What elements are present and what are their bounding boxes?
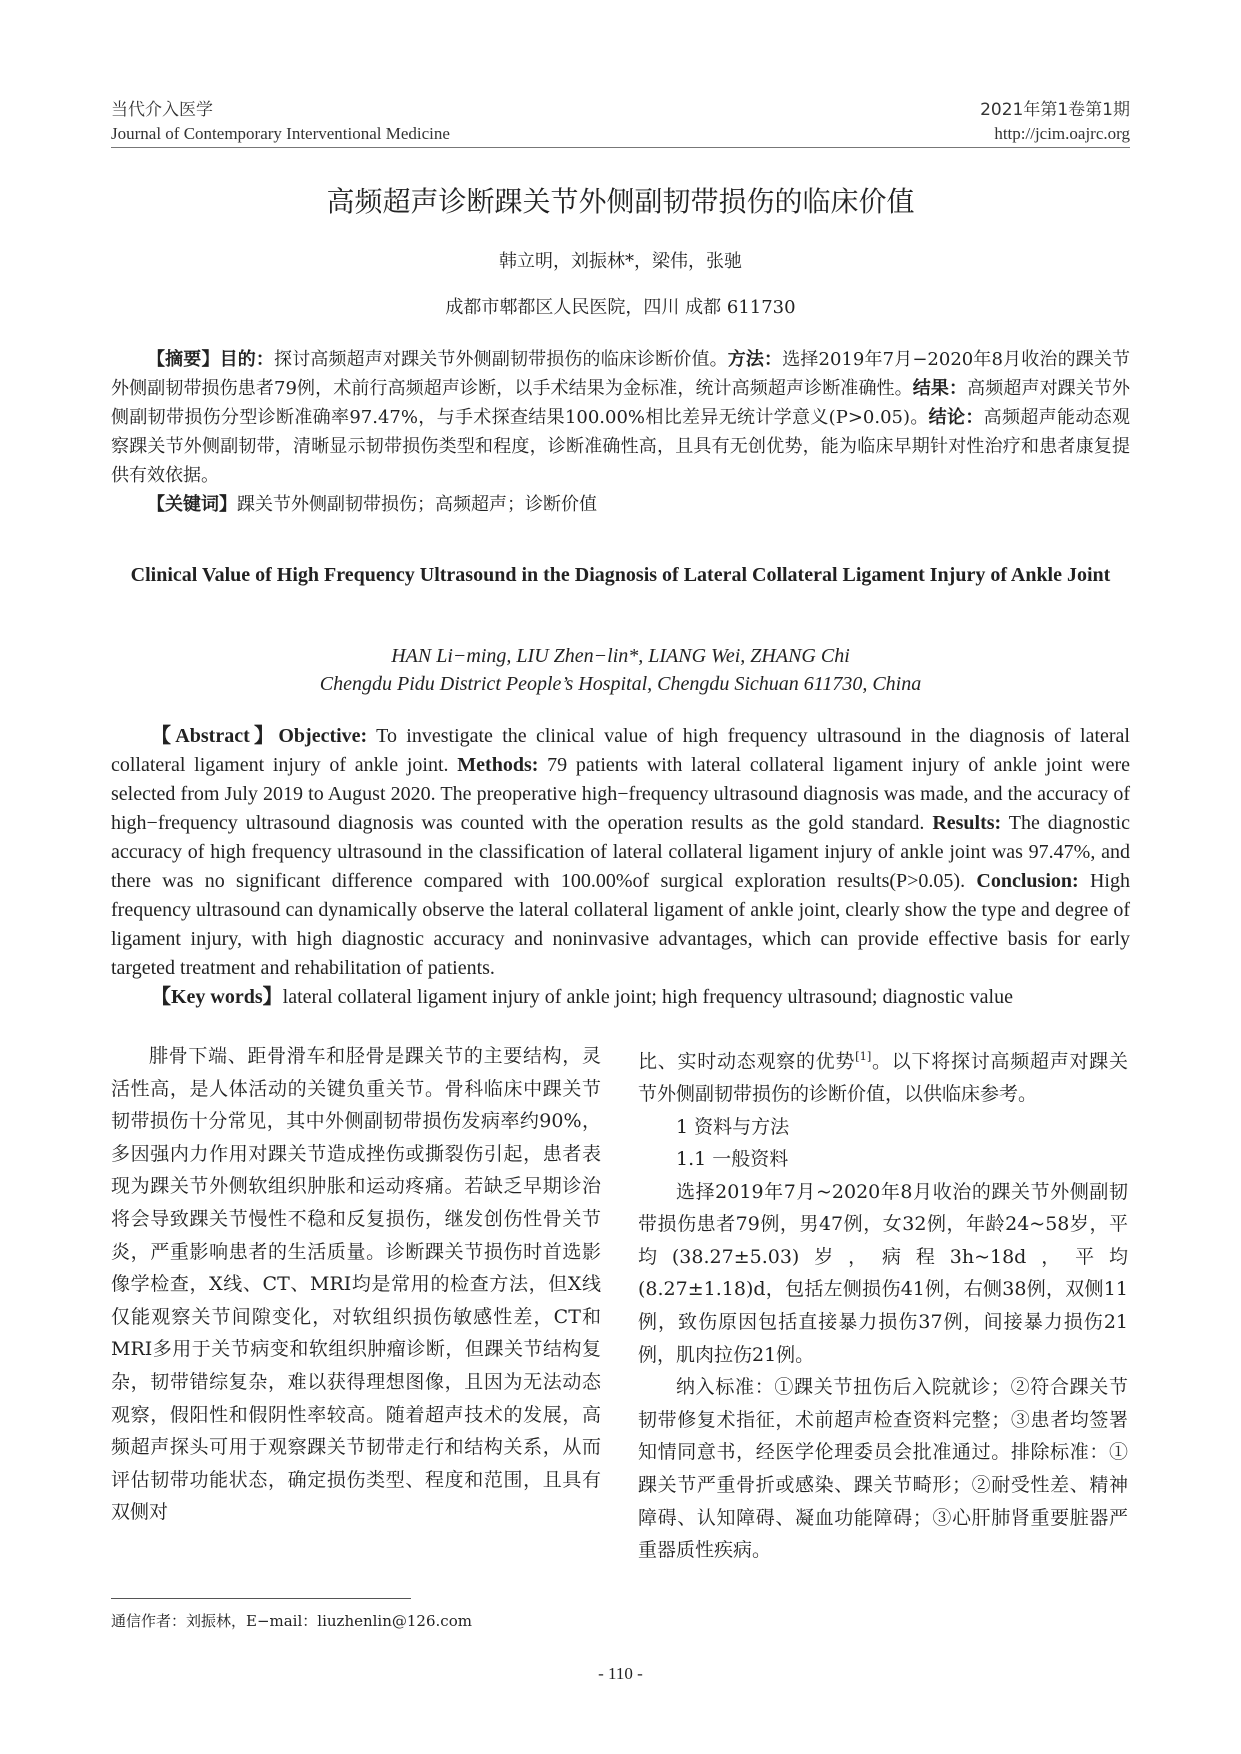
abstract-en [111, 722, 1130, 1012]
methods-label-en: Methods: [457, 754, 539, 776]
methods-label-cn: 方法： [727, 349, 783, 370]
paper-title-en: Clinical Value of High Frequency Ultrasound in the Diagnosis of Lateral Collateral Ligament Injury of Ankle Joint [130, 564, 1111, 586]
abstract-label-en: 【Abstract】 [151, 725, 279, 747]
results-label-cn: 结果： [912, 378, 968, 399]
results-text-en: The diagnostic accuracy of high frequency ultrasound in the classification of lateral collateral ligament injury of ankle joint was 97.47%, and there was no significant difference compared with 100.00%of surgical exploration results(P>0.05). [111, 812, 1130, 892]
footnote-divider [111, 1598, 411, 1599]
authors-cn: 韩立明，刘振林*，梁伟，张驰 [499, 251, 742, 272]
abstract-cn-body [111, 345, 1130, 490]
issue-info: 2021年第1卷第1期 [980, 100, 1130, 120]
affiliation-en: Chengdu Pidu District People’s Hospital, Chengdu Sichuan 611730, China [319, 673, 922, 695]
results-label-en: Results: [932, 812, 1002, 834]
journal-header-left [111, 98, 450, 146]
section-heading-1-1: 1.1 一般资料 [676, 1148, 789, 1171]
abstract-en-body [111, 722, 1130, 983]
keywords-label-cn: 【关键词】 [147, 494, 237, 515]
header-divider [111, 147, 1130, 148]
intro-continued-text: 比、实时动态观察的优势 [638, 1050, 856, 1073]
objective-label-cn: 目的： [219, 349, 275, 370]
criteria-paragraph: 纳入标准：①踝关节扭伤后入院就诊；②符合踝关节韧带修复术指征，术前超声检查资料完整；③患者均签署知情同意书，经医学伦理委员会批准通过。排除标准：①踝关节严重骨折或感染、踝关节畸形；②耐受性差、精神障碍、认知障碍、凝血功能障碍；③心肝肺肾重要脏器严重器质性疾病。 [638, 1376, 1128, 1562]
section-heading-1: 1 资料与方法 [676, 1115, 790, 1138]
methods-text-cn: 选择2019年7月−2020年8月收治的踝关节外侧副韧带损伤患者79例，术前行高频超声诊断，以手术结果为金标准，统计高频超声诊断准确性。 [111, 349, 1131, 399]
page-number: - 110 - [598, 1664, 643, 1683]
journal-header-right [980, 98, 1130, 146]
conclusion-text-en: High frequency ultrasound can dynamically observe the lateral collateral ligament of ankle joint, clearly show the type and degree of ligament injury, with high diagnostic accuracy and noninvasive advantages, which can provide effective basis for early targeted treatment and rehabilitation of patients. [111, 870, 1130, 979]
keywords-en [111, 983, 1130, 1012]
keywords-cn [111, 490, 1130, 519]
journal-url[interactable]: http://jcim.oajrc.org [994, 124, 1130, 143]
paper-title-cn: 高频超声诊断踝关节外侧副韧带损伤的临床价值 [326, 185, 915, 218]
objective-text-en: To investigate the clinical value of high frequency ultrasound in the diagnosis of lateral collateral ligament injury of ankle joint. [111, 725, 1130, 776]
results-text-cn: 高频超声对踝关节外侧副韧带损伤分型诊断准确率97.47%，与手术探查结果100.00%相比差异无统计学意义(P>0.05)。 [111, 378, 1131, 428]
general-data-paragraph: 选择2019年7月~2020年8月收治的踝关节外侧副韧带损伤患者79例，男47例，女32例，年龄24~58岁，平均(38.27±5.03)岁，病程3h~18d，平均(8.27±1.18)d，包括左侧损伤41例，右侧38例，双侧11例，致伤原因包括直接暴力损伤37例，间接暴力损伤21例，肌肉拉伤21例。 [638, 1180, 1128, 1366]
intro-end-text: 。以下将探讨高频超声对踝关节外侧副韧带损伤的诊断价值，以供临床参考。 [638, 1050, 1128, 1105]
conclusion-text-cn: 高频超声能动态观察踝关节外侧副韧带，清晰显示韧带损伤类型和程度，诊断准确性高，且具有无创优势，能为临床早期针对性治疗和患者康复提供有效依据。 [111, 407, 1130, 486]
reference-marker[interactable]: [1] [855, 1049, 872, 1063]
journal-name-cn: 当代介入医学 [111, 100, 213, 120]
conclusion-label-en: Conclusion: [976, 870, 1079, 892]
body-column-left [111, 1040, 601, 1529]
intro-paragraph: 腓骨下端、距骨滑车和胫骨是踝关节的主要结构，灵活性高，是人体活动的关键负重关节。骨科临床中踝关节韧带损伤十分常见，其中外侧副韧带损伤发病率约90%，多因强内力作用对踝关节造成挫伤或撕裂伤引起，患者表现为踝关节外侧软组织肿胀和运动疼痛。若缺乏早期诊治将会导致踝关节慢性不稳和反复损伤，继发创伤性骨关节炎，严重影响患者的生活质量。诊断踝关节损伤时首选影像学检查，X线、CT、MRI均是常用的检查方法，但X线仅能观察关节间隙变化，对软组织损伤敏感性差，CT和MRI多用于关节病变和软组织肿瘤诊断，但踝关节结构复杂，韧带错综复杂，难以获得理想图像，且因为无法动态观察，假阳性和假阴性率较高。随着超声技术的发展，高频超声探头可用于观察踝关节韧带走行和结构关系，从而评估韧带功能状态，确定损伤类型、程度和范围，且具有双侧对 [111, 1045, 601, 1524]
objective-label-en: Objective: [278, 725, 368, 747]
objective-text-cn: 探讨高频超声对踝关节外侧副韧带损伤的临床诊断价值。 [274, 349, 728, 370]
body-column-right [638, 1040, 1128, 1567]
abstract-label-cn: 【摘要】 [147, 349, 220, 370]
journal-name-en: Journal of Contemporary Interventional Medicine [111, 124, 450, 143]
keywords-text-en: lateral collateral ligament injury of ankle joint; high frequency ultrasound; diagnostic value [282, 986, 1013, 1008]
corresponding-author-footnote: 通信作者：刘振林，E−mail：liuzhenlin@126.com [111, 1612, 472, 1630]
authors-en: HAN Li−ming, LIU Zhen−lin*, LIANG Wei, ZHANG Chi [391, 645, 850, 667]
conclusion-label-cn: 结论： [928, 407, 984, 428]
keywords-text-cn: 踝关节外侧副韧带损伤；高频超声；诊断价值 [237, 494, 597, 515]
keywords-label-en: 【Key words】 [151, 986, 283, 1008]
intro-paragraph-continued [638, 1040, 1128, 1111]
abstract-cn [111, 345, 1130, 519]
methods-text-en: 79 patients with lateral collateral ligament injury of ankle joint were selected from July 2019 to August 2020. The preoperative high−frequency ultrasound diagnosis was made, and the accuracy of high−frequency ultrasound diagnosis was counted with the operation results as the gold standard. [111, 754, 1130, 834]
affiliation-cn: 成都市郫都区人民医院，四川 成都 611730 [445, 297, 796, 318]
